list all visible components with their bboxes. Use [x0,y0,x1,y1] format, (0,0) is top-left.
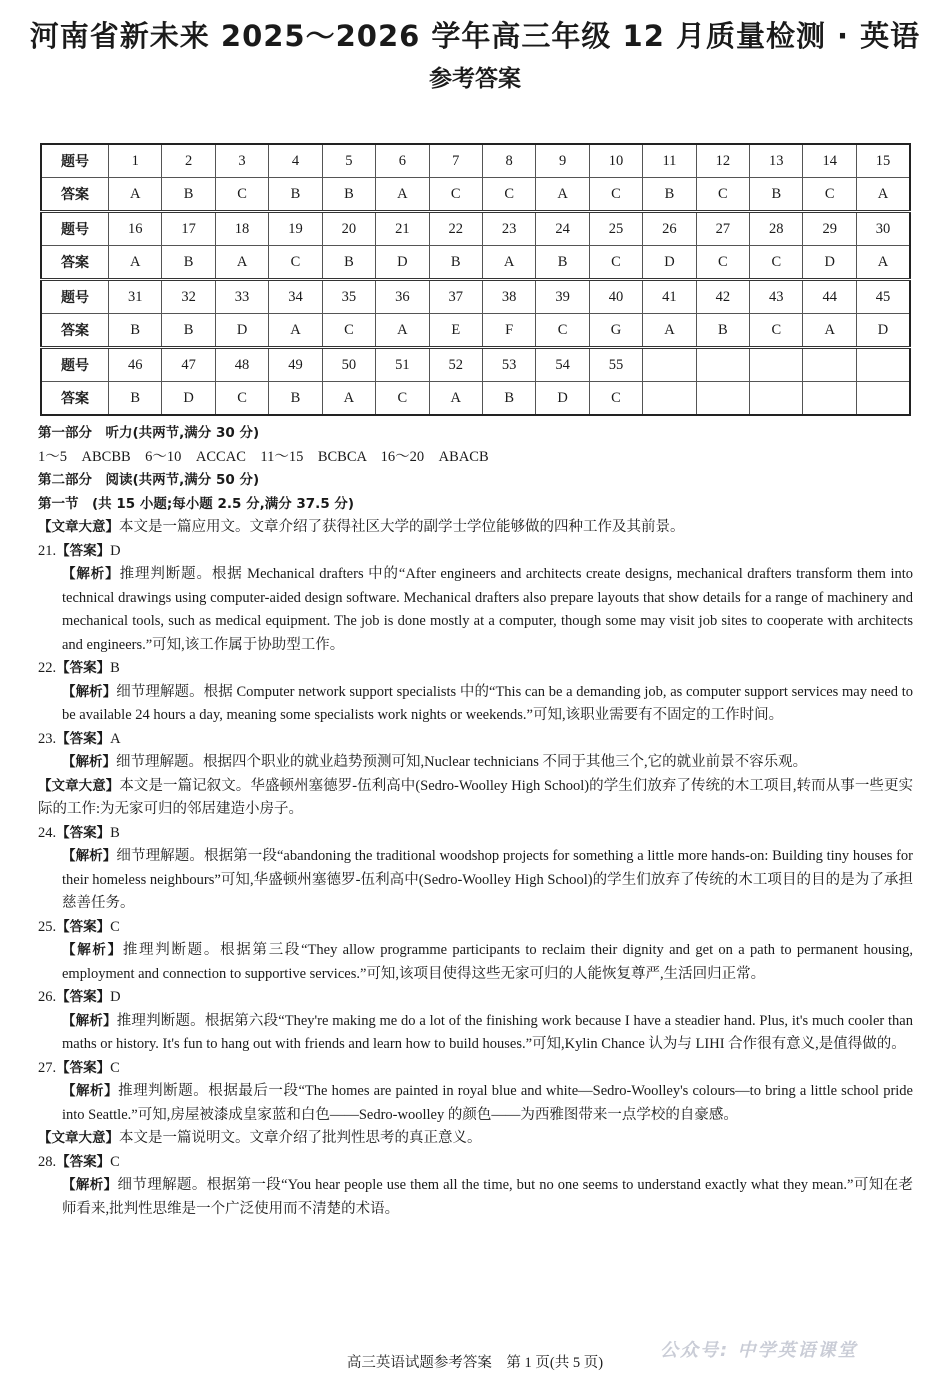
question-number-cell: 23 [482,212,535,246]
answer-cell: D [856,314,910,348]
question-number-cell: 36 [376,280,429,314]
answer-value: C [110,918,120,935]
answer-cell: C [536,314,589,348]
answer-line [38,540,913,564]
answer-value: A [110,730,121,747]
analysis-label: 【解析】 [62,848,117,864]
summary-label: 【文章大意】 [38,519,119,535]
answer-line [38,657,913,681]
question-number-cell: 13 [750,144,803,178]
analysis-text: 细节理解题。根据 Computer network support specialists 中的“This can be a demanding job, as computer support services may need to be available 24 hours a day, meaning some specialists work nights or weekends.”可知,该职业需要有不固定的工作时间。 [62,683,913,723]
passage-summary [38,1127,913,1151]
answer-value: D [110,542,121,559]
table-row-answers [41,382,910,416]
answer-cell: C [322,314,375,348]
question-number-cell: 45 [856,280,910,314]
question-number-cell: 48 [215,348,268,382]
answer-cell: G [589,314,642,348]
table-row-numbers [41,144,910,178]
question-number-cell [696,348,749,382]
question-number-cell: 35 [322,280,375,314]
question-number-cell: 22 [429,212,482,246]
answer-cell: C [482,178,535,212]
question-number-cell: 16 [109,212,162,246]
analysis-label: 【解析】 [62,1083,119,1099]
analysis-label: 【解析】 [62,683,117,700]
question-number-cell: 31 [109,280,162,314]
question-number-cell: 10 [589,144,642,178]
question-number-cell: 41 [643,280,696,314]
question-number-cell: 37 [429,280,482,314]
answer-cell: C [215,178,268,212]
answer-cell: C [750,314,803,348]
question-number-cell: 53 [482,348,535,382]
question-number: 22. [38,660,57,676]
answer-cell: B [269,178,322,212]
analysis-text: 细节理解题。根据第一段“abandoning the traditional woodshop projects for something a little more hands-on: Building tiny houses for their homeless neighbours”可知,华盛顿州塞德罗-伍利高中(Sedro-Woolley High School)的学生们放弃了传统的木工项目的目的是为了承担慈善任务。 [62,848,913,911]
answer-cell: B [162,178,215,212]
answer-cell: A [643,314,696,348]
question-number-cell: 9 [536,144,589,178]
answer-cell: A [109,246,162,280]
question-number: 26. [38,989,57,1005]
question-number-cell: 39 [536,280,589,314]
answer-cell: E [429,314,482,348]
section-heading: 第一部分 听力(共两节,满分 30 分) [38,425,260,441]
question-number: 27. [38,1059,57,1076]
analysis [38,751,913,775]
answer-cell: C [269,246,322,280]
listening-answers: 1～5 ABCBB 6～10 ACCAC 11～15 BCBCA 16～20 ABACB [38,448,489,465]
answer-label: 【答案】 [56,1059,111,1076]
question-number-cell: 49 [269,348,322,382]
analysis [38,1174,913,1221]
question-number-cell: 20 [322,212,375,246]
question-number-cell: 46 [109,348,162,382]
question-number-cell [750,348,803,382]
question-number-cell [803,348,856,382]
answer-cell: D [536,382,589,416]
question-number-cell: 12 [696,144,749,178]
question-number-cell: 51 [376,348,429,382]
answer-cell: C [750,246,803,280]
answer-cell: C [429,178,482,212]
answer-cell: B [269,382,322,416]
row-label-answer: 答案 [41,178,109,212]
question-number-cell: 28 [750,212,803,246]
question-number-cell: 1 [109,144,162,178]
question-number-cell: 52 [429,348,482,382]
analysis-text: 推理判断题。根据最后一段“The homes are painted in royal blue and white—Sedro-Woolley's colours—to bring a little school pride into Seattle.”可知,房屋被漆成皇家蓝和白色——Sedro-woolley 的颜色——为西雅图带来一点学校的自豪感。 [62,1083,913,1123]
answer-cell: C [696,178,749,212]
question-number-cell: 40 [589,280,642,314]
answer-cell: A [856,178,910,212]
question-number-cell: 15 [856,144,910,178]
question-number-cell: 43 [750,280,803,314]
answer-cell: A [322,382,375,416]
answer-cell: B [536,246,589,280]
summary-text: 本文是一篇记叙文。华盛顿州塞德罗-伍利高中(Sedro-Woolley High School)的学生们放弃了传统的木工项目,转而从事一些更实际的工作:为无家可归的邻居建造小房子。 [38,777,914,817]
answer-cell: A [856,246,910,280]
answer-cell: B [162,314,215,348]
question-number-cell: 8 [482,144,535,178]
question-number-cell: 25 [589,212,642,246]
passage-summary [38,516,913,540]
analysis-label: 【解析】 [62,1177,118,1193]
answer-cell: B [322,178,375,212]
question-number-cell: 54 [536,348,589,382]
question-number-cell: 21 [376,212,429,246]
answer-table [40,143,911,416]
watermark: 公众号: 中学英语课堂 [660,1340,858,1361]
row-label-answer: 答案 [41,246,109,280]
table-row-numbers [41,280,910,314]
question-number-cell: 42 [696,280,749,314]
question-number-cell: 17 [162,212,215,246]
answer-cell: B [322,246,375,280]
question-number-cell: 5 [322,144,375,178]
answer-line [38,986,913,1010]
answer-cell: B [109,382,162,416]
answer-cell: D [162,382,215,416]
question-number-cell: 26 [643,212,696,246]
analysis [38,681,913,728]
answer-cell [750,382,803,416]
question-number-cell: 27 [696,212,749,246]
question-number-cell: 50 [322,348,375,382]
row-label-number: 题号 [41,348,109,382]
analysis-label: 【解析】 [62,566,120,582]
answer-cell: F [482,314,535,348]
analysis-label: 【解析】 [62,754,116,770]
answer-cell: B [696,314,749,348]
question-number-cell: 47 [162,348,215,382]
answer-cell: B [643,178,696,212]
answer-explanations [38,422,913,1221]
answer-line [38,728,913,752]
question-number-cell: 33 [215,280,268,314]
answer-value: D [110,989,121,1005]
answer-label: 【答案】 [56,730,111,747]
answer-cell: D [376,246,429,280]
question-number-cell: 24 [536,212,589,246]
table-row-numbers [41,212,910,246]
table-row-numbers [41,348,910,382]
question-number: 24. [38,824,57,841]
question-number-cell: 55 [589,348,642,382]
question-number-cell: 11 [643,144,696,178]
answer-cell: A [482,246,535,280]
document-subtitle: 参考答案 [429,66,521,92]
answer-cell: A [376,178,429,212]
answer-cell [856,382,910,416]
answer-value: B [110,660,120,676]
answer-value: C [110,1153,120,1170]
answer-cell [696,382,749,416]
passage-summary [38,775,913,822]
answer-cell: B [750,178,803,212]
summary-text: 本文是一篇应用文。文章介绍了获得社区大学的副学士学位能够做的四种工作及其前景。 [119,519,685,535]
section-heading: 第二部分 阅读(共两节,满分 50 分) [38,472,260,488]
question-number-cell: 18 [215,212,268,246]
section-heading: 第一节 (共 15 小题;每小题 2.5 分,满分 37.5 分) [38,495,355,512]
analysis-text: 细节理解题。根据四个职业的就业趋势预测可知,Nuclear technicians 不同于其他三个,它的就业前景不容乐观。 [116,754,808,770]
answer-cell: C [696,246,749,280]
analysis-label: 【解析】 [62,942,123,958]
analysis-text: 推理判断题。根据第六段“They're making me do a lot of the finishing work because I have a steadier hand. Plus, it's much cooler than maths or history. It's fun to hang out with friends and learn how to build houses.”可知,Kylin Chance 认为与 LIHI 合作很有意义,是值得做的。 [62,1012,913,1052]
analysis [38,939,913,986]
question-number-cell: 32 [162,280,215,314]
analysis [38,1010,913,1057]
answer-label: 【答案】 [56,989,111,1005]
answer-cell: A [803,314,856,348]
answer-cell: C [376,382,429,416]
question-number-cell: 44 [803,280,856,314]
summary-label: 【文章大意】 [38,777,120,794]
answer-cell: A [109,178,162,212]
page-footer: 高三英语试题参考答案 第 1 页(共 5 页) [346,1355,604,1371]
answer-cell: D [643,246,696,280]
answer-label: 【答案】 [56,824,111,841]
question-number: 28. [38,1153,57,1170]
answer-cell: B [162,246,215,280]
answer-cell [643,382,696,416]
answer-cell: A [536,178,589,212]
question-number-cell: 2 [162,144,215,178]
answer-cell: C [589,178,642,212]
summary-label: 【文章大意】 [38,1130,119,1146]
question-number-cell [643,348,696,382]
table-row-answers [41,314,910,348]
row-label-answer: 答案 [41,314,109,348]
answer-line [38,822,913,846]
question-number-cell: 29 [803,212,856,246]
analysis [38,1080,913,1127]
answer-cell [803,382,856,416]
analysis-text: 推理判断题。根据第三段“They allow programme participants to reclaim their dignity and get on a path to permanent housing, employment and connection to supportive services.”可知,该项目使得这些无家可归的人能恢复尊严,生活回归正常。 [62,942,914,982]
answer-cell: B [109,314,162,348]
answer-value: B [110,824,120,841]
answer-cell: C [589,246,642,280]
question-number-cell: 38 [482,280,535,314]
answer-line [38,916,913,940]
answer-cell: A [215,246,268,280]
answer-value: C [110,1059,120,1076]
table-row-answers [41,178,910,212]
summary-text: 本文是一篇说明文。文章介绍了批判性思考的真正意义。 [119,1130,482,1146]
answer-cell: D [215,314,268,348]
question-number-cell: 19 [269,212,322,246]
analysis-text: 细节理解题。根据第一段“You hear people use them all the time, but no one seems to understand exactly what they mean.”可知在老师看来,批判性思维是一个广泛使用而不清楚的术语。 [62,1177,913,1217]
question-number-cell: 34 [269,280,322,314]
analysis-label: 【解析】 [62,1012,117,1029]
answer-label: 【答案】 [56,660,111,676]
question-number-cell: 14 [803,144,856,178]
answer-cell: C [589,382,642,416]
answer-cell: B [482,382,535,416]
answer-cell: A [269,314,322,348]
analysis-text: 推理判断题。根据 Mechanical drafters 中的“After engineers and architects create designs, mechanical drafters transform them into technical drawings using computer-aided design software. Mechanical drafters also prepare layouts that show details for a range of machinery and mechanical tools, such as medical equipment. The job is done mostly at a computer, though some may visit job sites to cooperate with architects and engineers.”可知,该工作属于协助型工作。 [62,566,914,653]
answer-cell: C [803,178,856,212]
answer-cell: B [429,246,482,280]
question-number-cell: 7 [429,144,482,178]
question-number-cell [856,348,910,382]
answer-cell: C [215,382,268,416]
answer-line [38,1151,913,1175]
analysis [38,845,913,916]
question-number: 21. [38,542,57,559]
question-number: 23. [38,730,57,747]
question-number-cell: 4 [269,144,322,178]
table-row-answers [41,246,910,280]
answer-label: 【答案】 [56,1153,111,1170]
answer-line [38,1057,913,1081]
question-number-cell: 3 [215,144,268,178]
question-number: 25. [38,918,57,935]
row-label-number: 题号 [41,280,109,314]
row-label-number: 题号 [41,144,109,178]
answer-cell: A [376,314,429,348]
question-number-cell: 30 [856,212,910,246]
answer-label: 【答案】 [56,542,111,559]
document-title: 河南省新未来 2025～2026 学年高三年级 12 月质量检测 · 英语 [29,19,921,53]
answer-label: 【答案】 [56,918,111,935]
answer-cell: A [429,382,482,416]
question-number-cell: 6 [376,144,429,178]
answer-cell: D [803,246,856,280]
analysis [38,563,913,657]
row-label-answer: 答案 [41,382,109,416]
row-label-number: 题号 [41,212,109,246]
